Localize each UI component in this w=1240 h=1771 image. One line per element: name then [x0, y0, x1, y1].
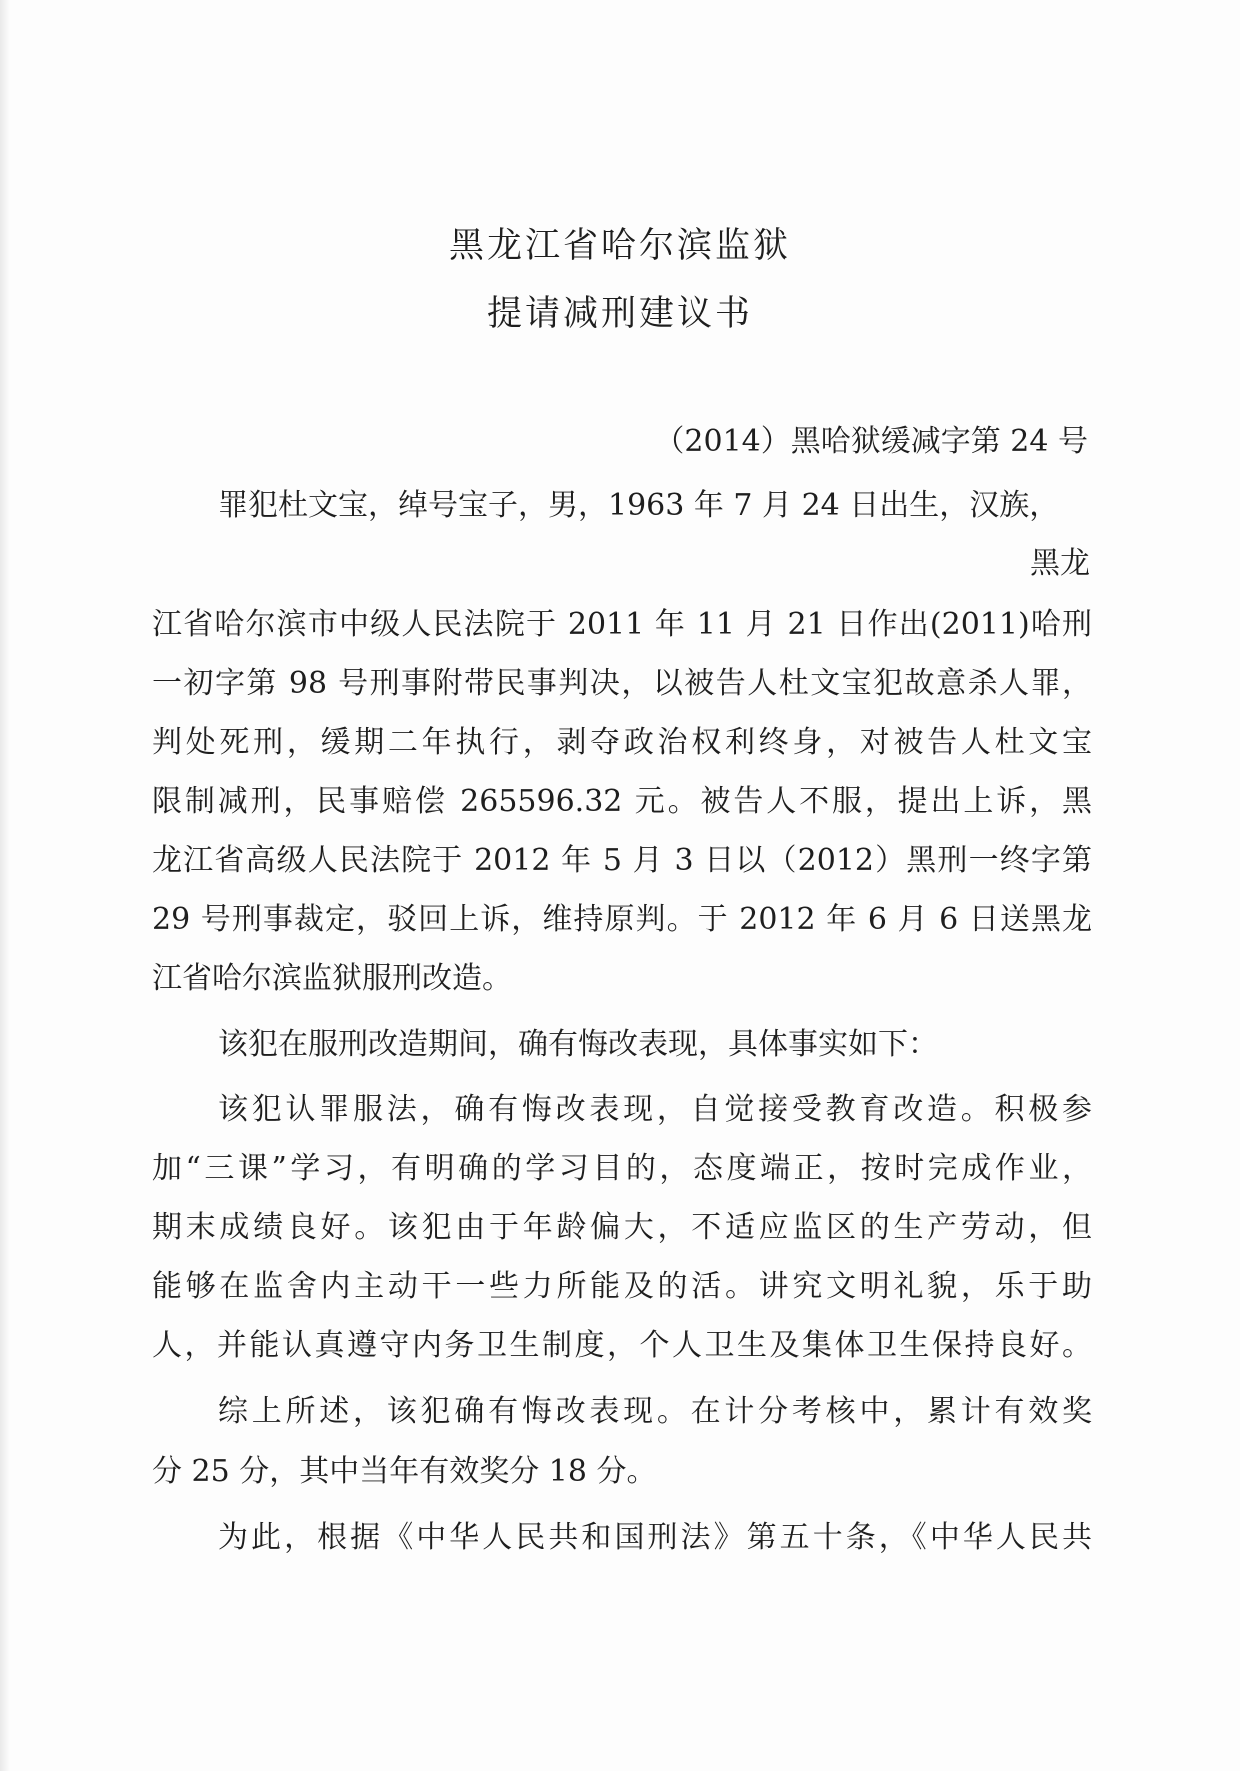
- body-line: 限制减刑，民事赔偿 265596.32 元。被告人不服，提出上诉，黑: [152, 784, 1092, 819]
- body-line: 人，并能认真遵守内务卫生制度，个人卫生及集体卫生保持良好。: [152, 1328, 1092, 1363]
- body-line: 江省哈尔滨市中级人民法院于 2011 年 11 月 21 日作出(2011)哈刑: [152, 607, 1092, 642]
- body-line: 为此，根据《中华人民共和国刑法》第五十条，《中华人民共: [218, 1520, 1092, 1555]
- document-type-title: 提请减刑建议书: [486, 294, 753, 334]
- body-line: 一初字第 98 号刑事附带民事判决，以被告人杜文宝犯故意杀人罪，: [152, 666, 1092, 701]
- body-line: 期末成绩良好。该犯由于年龄偏大，不适应监区的生产劳动，但: [152, 1210, 1092, 1245]
- body-line: 综上所述，该犯确有悔改表现。在计分考核中，累计有效奖: [218, 1394, 1092, 1429]
- body-line: 龙江省高级人民法院于 2012 年 5 月 3 日以（2012）黑刑一终字第: [152, 843, 1092, 878]
- body-line: 罪犯杜文宝，绰号宝子，男，1963 年 7 月 24 日出生，汉族，: [218, 488, 1060, 523]
- prison-name-title: 黑龙江省哈尔滨监狱: [448, 226, 791, 266]
- body-line: 该犯认罪服法，确有悔改表现，自觉接受教育改造。积极参: [218, 1092, 1092, 1127]
- body-line: 判处死刑，缓期二年执行，剥夺政治权利终身，对被告人杜文宝: [152, 725, 1092, 760]
- facts-intro-line: 该犯在服刑改造期间，确有悔改表现，具体事实如下：: [218, 1027, 938, 1062]
- body-line: 能够在监舍内主动干一些力所能及的活。讲究文明礼貌，乐于助: [152, 1269, 1092, 1304]
- body-line: 加“三课”学习，有明确的学习目的，态度端正，按时完成作业，: [152, 1151, 1092, 1186]
- body-line: 29 号刑事裁定，驳回上诉，维持原判。于 2012 年 6 月 6 日送黑龙: [152, 902, 1092, 937]
- document-number: （2014）黑哈狱缓减字第 24 号: [654, 424, 1088, 459]
- body-line: 黑龙: [1030, 546, 1090, 581]
- body-line: 分 25 分，其中当年有效奖分 18 分。: [152, 1454, 657, 1489]
- body-line: 江省哈尔滨监狱服刑改造。: [152, 961, 512, 996]
